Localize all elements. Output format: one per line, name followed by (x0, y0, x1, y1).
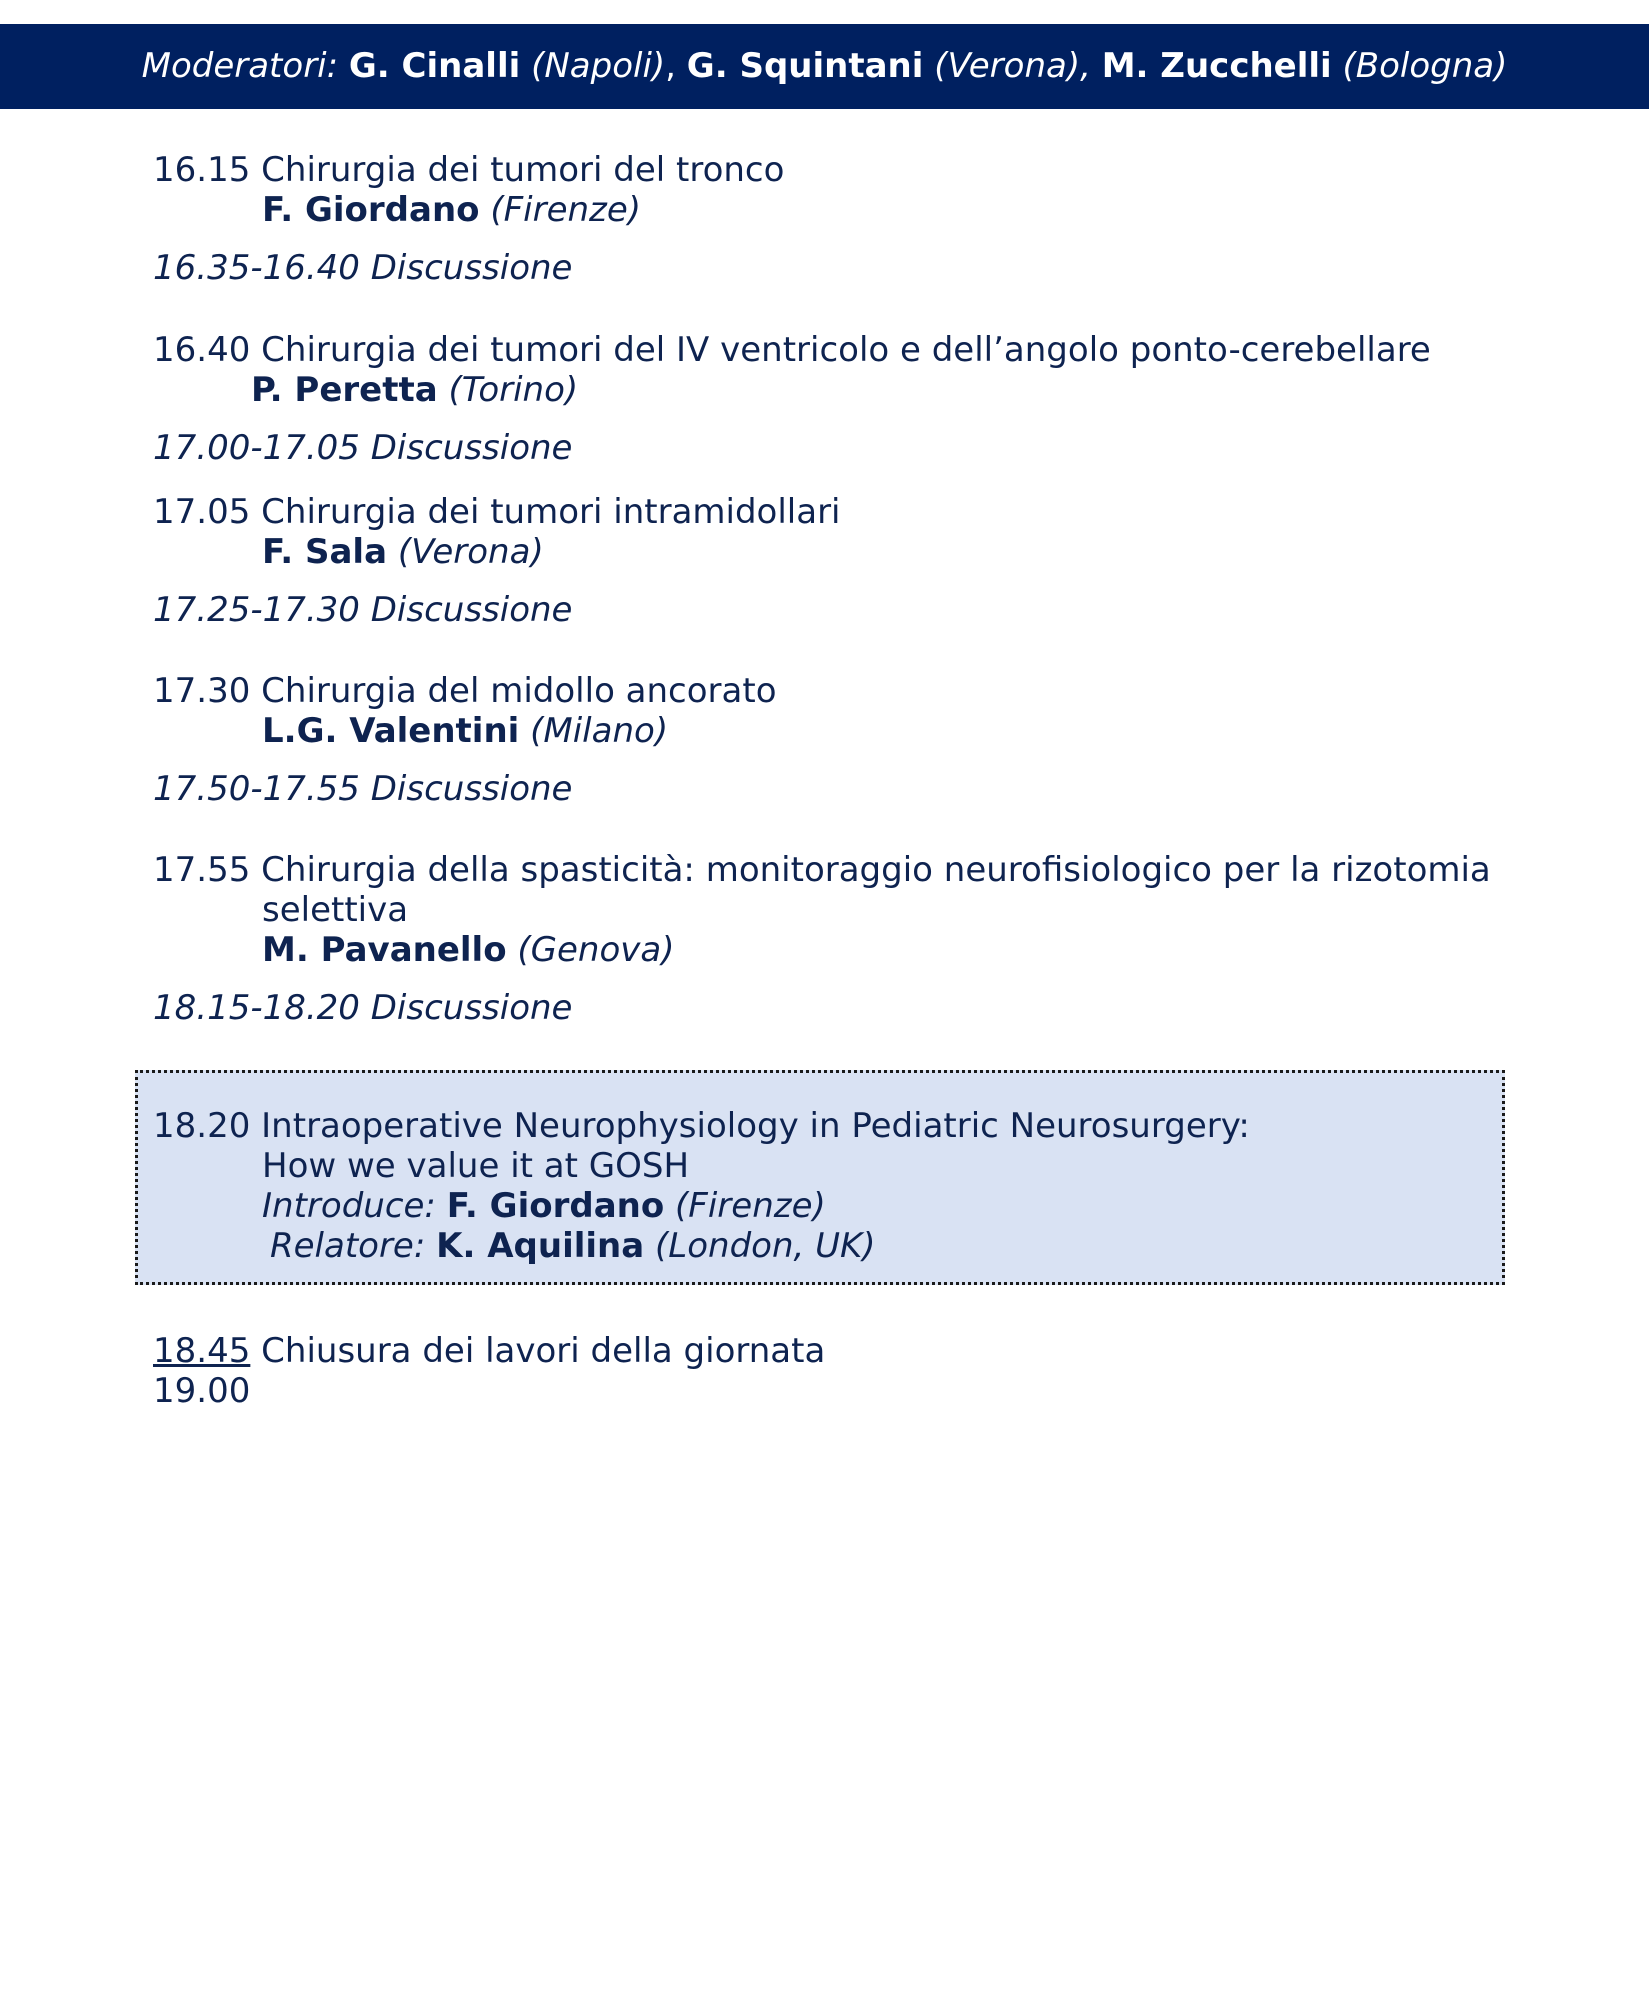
talk-title: Chirurgia dei tumori del tronco (261, 150, 785, 190)
discussion-slot: 18.15-18.20 Discussione (153, 988, 573, 1028)
moderator-name: G. Squintani (686, 46, 924, 86)
talk-speaker-line (262, 711, 668, 751)
closing-time-start: 18.45 (153, 1331, 251, 1371)
closing-title: Chiusura dei lavori della giornata (261, 1331, 826, 1371)
talk-title-line (153, 330, 1431, 370)
moderators-label: Moderatori: (141, 46, 339, 86)
closing-line (153, 1331, 825, 1371)
talk-speaker-line (262, 190, 641, 230)
talk-title: Chirurgia del midollo ancorato (261, 671, 777, 711)
lecture-speaker-name: K. Aquilina (436, 1226, 645, 1266)
speaker-name: L.G. Valentini (262, 711, 520, 751)
discussion-slot: 17.25-17.30 Discussione (153, 590, 573, 630)
speaker-name: F. Sala (262, 532, 388, 572)
talk-title-line (153, 150, 784, 190)
speaker-city: (Milano) (530, 711, 669, 751)
talk-speaker-line (251, 370, 578, 410)
moderator-name: M. Zucchelli (1101, 46, 1332, 86)
moderators-banner (0, 24, 1649, 109)
lecture-introducer-line (262, 1186, 826, 1226)
moderator-city: (Napoli) (531, 46, 666, 86)
speaker-city: (Verona) (397, 532, 544, 572)
talk-title: Chirurgia dei tumori intramidollari (261, 492, 841, 532)
talk-speaker-line (262, 532, 544, 572)
lecture-speaker-label: Relatore: (270, 1226, 426, 1266)
talk-time: 17.55 (153, 850, 251, 890)
discussion-slot: 16.35-16.40 Discussione (153, 248, 573, 288)
discussion-slot: 17.50-17.55 Discussione (153, 769, 573, 809)
talk-title-line (153, 671, 777, 711)
talk-title: Chirurgia dei tumori del IV ventricolo e dell’angolo ponto-cerebellare (261, 330, 1431, 370)
talk-title-continuation: selettiva (262, 890, 409, 930)
talk-title-line (153, 492, 841, 532)
talk-title-line (153, 850, 1491, 890)
talk-speaker-line (262, 930, 675, 970)
lecture-title: Intraoperative Neurophysiology in Pediatric Neurosurgery: (261, 1106, 1250, 1146)
speaker-city: (Torino) (448, 370, 579, 410)
closing-time-end: 19.00 (153, 1371, 251, 1411)
talk-time: 17.30 (153, 671, 251, 711)
lecture-speaker-line (270, 1226, 876, 1266)
speaker-city: (Firenze) (490, 190, 642, 230)
talk-time: 16.15 (153, 150, 251, 190)
talk-time: 17.05 (153, 492, 251, 532)
introducer-label: Introduce: (262, 1186, 436, 1226)
speaker-name: M. Pavanello (262, 930, 507, 970)
speaker-name: P. Peretta (251, 370, 438, 410)
talk-title: Chirurgia della spasticità: monitoraggio neurofisiologico per la rizotomia (261, 850, 1491, 890)
lecture-title-line (153, 1106, 1250, 1146)
introducer-city: (Firenze) (675, 1186, 826, 1226)
moderator-name: G. Cinalli (348, 46, 521, 86)
discussion-slot: 17.00-17.05 Discussione (153, 428, 573, 468)
moderator-city: (Verona), (934, 46, 1091, 86)
speaker-city: (Genova) (517, 930, 675, 970)
lecture-title-continuation: How we value it at GOSH (262, 1146, 690, 1186)
lecture-speaker-city: (London, UK) (655, 1226, 876, 1266)
speaker-name: F. Giordano (262, 190, 480, 230)
talk-time: 16.40 (153, 330, 251, 370)
moderator-separator: , (665, 46, 676, 86)
lecture-time: 18.20 (153, 1106, 251, 1146)
introducer-name: F. Giordano (446, 1186, 665, 1226)
moderator-city: (Bologna) (1342, 46, 1508, 86)
